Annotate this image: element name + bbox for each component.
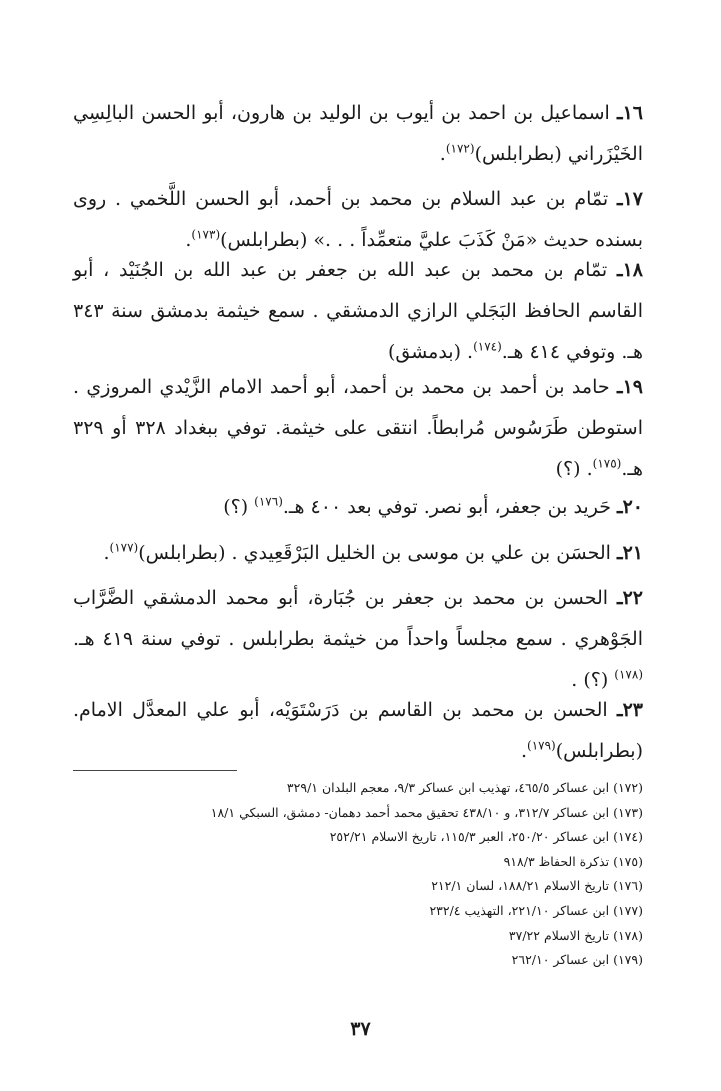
entry-text: الحسن بن محمد بن القاسم بن دَرَسْتَوَيْه، أبو علي المعدَّل الامام. (بطرابلس) [73, 699, 643, 762]
entry-tail: . [520, 740, 528, 762]
entry-number: ٢٢ـ [617, 587, 643, 609]
entry-18 [73, 250, 643, 373]
entry-number: ٢٠ـ [617, 496, 643, 518]
entry-tail: (؟) . [571, 669, 615, 691]
entry-tail: . [103, 542, 110, 564]
entry-22 [73, 578, 643, 701]
entry-number: ١٩ـ [616, 376, 643, 398]
entry-text: حَريد بن جعفر، أبو نصر. توفي بعد ٤٠٠ هـ. [282, 496, 611, 518]
entry-tail: . [439, 143, 446, 165]
footnote-174: (١٧٤) ابن عساكر ٢٥٠/٢٠، العبر ١١٥/٣، تاريخ الاسلام ٢٥٢/٢١ [329, 829, 643, 845]
footnote-ref: (١٧٩) [527, 738, 556, 753]
entry-17 [73, 179, 643, 261]
footnote-divider [73, 770, 237, 771]
footnote-173: (١٧٣) ابن عساكر ٣١٢/٧، و ٤٣٨/١٠ تحقيق محمد أحمد دهمان- دمشق، السبكي ١٨/١ [210, 804, 643, 820]
footnotes [73, 776, 643, 973]
footnote-ref: (١٧٤) [473, 339, 502, 354]
footnote-176: (١٧٦) تاريخ الاسلام ١٨٨/٢١، لسان ٢١٢/١ [431, 878, 643, 894]
entry-23 [73, 690, 643, 772]
entry-tail: . [185, 229, 192, 251]
entry-number: ١٧ـ [617, 188, 644, 210]
entry-number: ١٦ـ [617, 102, 643, 124]
entry-text: حامد بن أحمد بن محمد بن أحمد، أبو أحمد الامام الزَّيْدي المروزي . استوطن طَرَسُوس مُرابطاً. انتقى على خيثمة. توفي ببغداد ٣٢٨ أو ٣٢٩ هـ. [73, 376, 643, 480]
entry-text: اسماعيل بن احمد بن أيوب بن الوليد بن هارون، أبو الحسن البالِسِي الخَيْزَراني (بطرابلس) [73, 102, 643, 165]
entry-text: الحسَن بن علي بن موسى بن الخليل البَرْقَعِيدي . (بطرابلس) [138, 542, 611, 564]
page-number: ٣٧ [350, 1018, 371, 1040]
footnote-172: (١٧٢) ابن عساكر ٤٦٥/٥، تهذيب ابن عساكر ٩/٣، معجم البلدان ٣٢٩/١ [286, 780, 643, 795]
entry-number: ٢١ـ [617, 542, 643, 564]
footnote-ref: (١٧٨) [614, 667, 643, 682]
entry-text: تمّام بن محمد بن عبد الله بن جعفر بن عبد الله بن الجُنَيْد ، أبو القاسم الحافظ البَجَلي الرازي الدمشقي . سمع خيثمة بدمشق سنة ٣٤٣ هـ. وتوفي ٤١٤ هـ. [73, 259, 643, 363]
entry-16 [73, 93, 643, 175]
entry-number: ٢٣ـ [617, 699, 643, 721]
footnote-179: (١٧٩) ابن عساكر ٢٦٢/١٠ [511, 952, 643, 968]
entry-tail: . (بدمشق) [387, 341, 474, 363]
entry-text: تمّام بن عبد السلام بن محمد بن أحمد، أبو الحسن اللَّخمي . روى بسنده حديث «مَنْ كَذَبَ عليَّ متعمِّداً . . .» (بطرابلس) [73, 188, 643, 251]
footnote-ref: (١٧٢) [445, 141, 475, 156]
entry-21 [73, 533, 643, 574]
entry-tail: (؟) [223, 496, 255, 518]
entry-19 [73, 367, 643, 490]
footnote-ref: (١٧٦) [254, 494, 283, 509]
footnote-ref: (١٧٥) [592, 456, 622, 471]
entry-text: الحسن بن محمد بن جعفر بن جُبَارة، أبو محمد الدمشقي الضَّرَّاب الجَوْهري . سمع مجلساً واحداً من خيثمة بطرابلس . توفي سنة ٤١٩ هـ. [73, 587, 643, 650]
entry-number: ١٨ـ [617, 259, 643, 281]
footnote-177: (١٧٧) ابن عساكر ٢٢١/١٠، التهذيب ٢٣٢/٤ [429, 902, 643, 918]
footnote-ref: (١٧٣) [191, 227, 221, 242]
footnote-178: (١٧٨) تاريخ الاسلام ٣٧/٢٢ [508, 927, 643, 943]
footnote-175: (١٧٥) تذكرة الحفاظ ٩١٨/٣ [503, 853, 643, 869]
entry-20 [73, 487, 643, 528]
footnote-ref: (١٧٧) [109, 540, 139, 555]
entry-tail: . (؟) [555, 458, 593, 480]
